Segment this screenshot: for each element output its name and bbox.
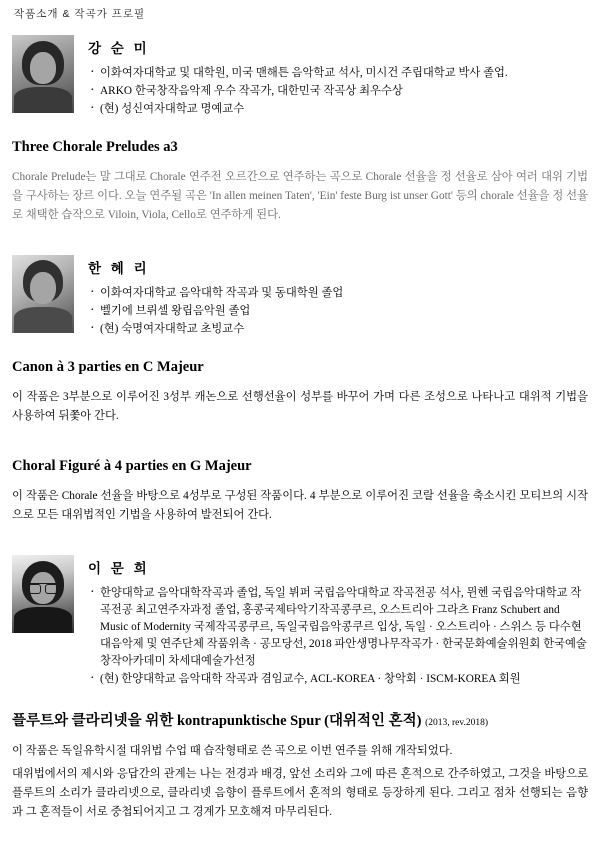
list-item: · (현) 성신여자대학교 명예교수 (88, 101, 588, 118)
work-title: Choral Figuré à 4 parties en G Majeur (12, 458, 252, 474)
list-item: · 이화여자대학교 음악대학 작곡과 및 동대학원 졸업 (88, 285, 588, 302)
profile-body (88, 555, 588, 689)
photo-body (14, 307, 72, 333)
composer-profile (12, 255, 588, 339)
photo-face (30, 272, 56, 304)
list-item: · 이화여자대학교 및 대학원, 미국 맨해튼 음악학교 석사, 미시건 주립대학교 박사 졸업. (88, 65, 588, 82)
work-title: Canon à 3 parties en C Majeur (12, 359, 204, 375)
composer-bio-list (88, 585, 588, 688)
composer-bio-list (88, 65, 588, 118)
spacer (12, 529, 588, 555)
profile-body (88, 35, 588, 119)
portrait-photo (12, 35, 74, 113)
work-description: 이 작품은 3부분으로 이루어진 3성부 캐논으로 선행선율이 성부를 바꾸어 가며 다른 조성으로 나타나고 대위적 기법을 사용하여 뒤쫓아 간다. (12, 391, 588, 422)
composer-name: 강 순 미 (88, 41, 150, 56)
list-item: · (현) 숙명여자대학교 초빙교수 (88, 321, 588, 338)
composer-name: 한 혜 리 (88, 261, 150, 276)
work-description: 대위법에서의 제시와 응답간의 관계는 나는 전경과 배경, 앞선 소리와 그에 따른 혼적으로 간주하였고, 그것을 바탕으로 플루트의 소리가 클라리넷으로, 클라리넷 음향이 플루트에서 혼적의 형태로 등장하게 된다. 그리고 점차 선행되는 음향과 그 혼적들이 서로 중첩되어지고 그 경계가 모호해져 마무리된다. (12, 768, 588, 818)
list-item: · ARKO 한국창작음악제 우수 작곡가, 대한민국 작곡상 최우수상 (88, 83, 588, 100)
work-title (12, 709, 588, 730)
work-description: Chorale Prelude는 말 그대로 Chorale 연주전 오르간으로 연주하는 곡으로 Chorale 선율을 정 선율로 삼아 여러 대위 기법을 구사하는 장르 이다. 오늘 연주될 곡은 'In allen meinen Taten', 'Ein' feste Burg ist unser Gott' 등의 chorale 선율을 정 선율로 채택한 습작으로 Viloin, Viola, Cello로 연주하게 된다. (12, 171, 588, 221)
work-title-text: 플루트와 클라리넷을 위한 kontrapunktische Spur (대위적인 혼적) (12, 713, 422, 729)
composer-profile (12, 555, 588, 689)
photo-face (30, 52, 56, 84)
spacer (12, 430, 588, 438)
glasses-icon (28, 583, 58, 593)
spacer (12, 229, 588, 255)
portrait-photo (12, 555, 74, 633)
photo-body (14, 87, 72, 113)
work-title: Three Chorale Preludes a3 (12, 139, 178, 155)
work-description: 이 작품은 Chorale 선율을 바탕으로 4성부로 구성된 작품이다. 4 부분으로 이루어진 코랄 선율을 축소시킨 모티브의 시작으로 모든 대위법적인 기법을 사용하여 발전되어 간다. (12, 490, 588, 521)
list-item: · 벨기에 브뤼셀 왕립음악원 졸업 (88, 303, 588, 320)
composer-bio-list (88, 285, 588, 338)
list-item: · (현) 한양대학교 음악대학 작곡과 겸임교수, ACL-KOREA · 창악회 · ISCM-KOREA 회원 (88, 671, 588, 688)
portrait-photo (12, 255, 74, 333)
composer-profile (12, 35, 588, 119)
page-title: 작품소개 & 작곡가 프로필 (14, 8, 146, 20)
profile-body (88, 255, 588, 339)
work-title-year: (2013, rev.2018) (425, 718, 489, 728)
photo-body (14, 607, 72, 633)
composer-name: 이 문 희 (88, 561, 150, 576)
list-item: · 한양대학교 음악대학작곡과 졸업, 독일 뷔퍼 국립음악대학교 작곡전공 석사, 뮌헨 국립음악대학교 작곡전공 최고연주자과정 졸업, 홍콩국제타악기작곡콩쿠르, 오스트리아 그라츠 Franz Schubert and Music of Modernity 국제작곡콩쿠르, 독일국립음악콩쿠르 입상, 독일 · 오스트리아 · 스위스 등 다수현대음악제 및 연주단체 작품위촉 · 공모당선, 2018 파안생명나무작곡가 · 한국문화예술위원회 한국예술창작아카데미 차세대예술가선정 (88, 585, 588, 670)
work-description: 이 작품은 독일유학시절 대위법 수업 때 습작형태로 쓴 곡으로 이번 연주를 위해 개작되었다. (12, 745, 453, 757)
